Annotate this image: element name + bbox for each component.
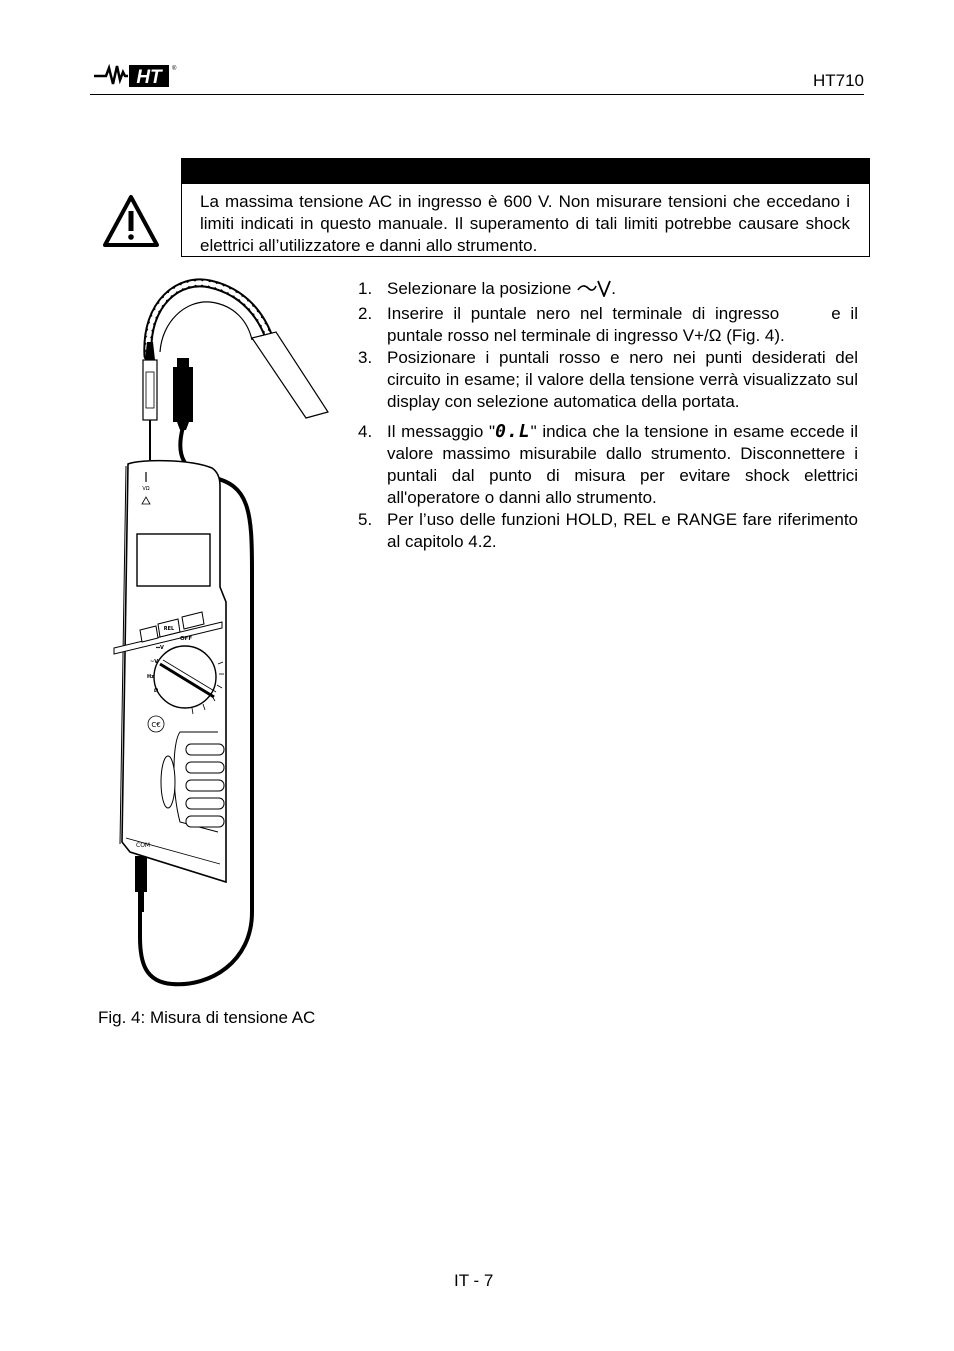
- svg-text:VΩ: VΩ: [142, 486, 150, 492]
- figure-caption: Fig. 4: Misura di tensione AC: [98, 1008, 316, 1027]
- svg-text:⎓V: ⎓V: [156, 645, 164, 651]
- list-item: 1. Selezionare la posizione .: [352, 278, 858, 303]
- ht-logo: [92, 58, 178, 90]
- list-item: 3. Posizionare i puntali rosso e nero nei punti desiderati del circuito in esame; il valore della tensione verrà visualizzato sul display con selezione automatica della portata.: [358, 348, 858, 411]
- ac-voltage-symbol-icon: [577, 279, 611, 303]
- warning-text: La massima tensione AC in ingresso è 600 V. Non misurare tensioni che eccedano i limiti indicati in questo manuale. Il superamento di tali limiti potrebbe causare shock elettrici all’utilizzatore e danni allo strumento.: [200, 192, 850, 255]
- header-divider: [90, 94, 864, 95]
- meter-illustration: [100, 272, 340, 1000]
- svg-text:COM: COM: [136, 842, 151, 849]
- display-symbol: 0.L: [495, 421, 531, 442]
- brand-text: HT: [136, 67, 162, 88]
- model-name: HT710: [812, 71, 864, 90]
- svg-text:~V: ~V: [150, 659, 159, 665]
- page-number: IT - 7: [454, 1271, 494, 1290]
- warning-title-bar: [181, 158, 870, 184]
- list-item: 5. Per l’uso delle funzioni HOLD, REL e RANGE fare riferimento al capitolo 4.2.: [358, 510, 858, 551]
- list-item: 2. Inserire il puntale nero nel terminale di ingresso e il puntale rosso nel terminale di ingresso V+/Ω (Fig. 4).: [358, 304, 858, 345]
- svg-text:®: ®: [172, 66, 177, 72]
- svg-text:Ω: Ω: [154, 688, 159, 694]
- list-item: 4. Il messaggio "0.L" indica che la tensione in esame eccede il valore massimo misurabile dallo strumento. Disconnettere i puntali dal punto di misura per evitare shock elettrici all'operatore o danni allo strumento.: [358, 421, 858, 507]
- svg-text:C€: C€: [151, 721, 161, 729]
- procedure-steps: [352, 278, 858, 553]
- warning-triangle-icon: [102, 194, 160, 248]
- svg-text:REL: REL: [163, 626, 175, 632]
- svg-text:Hz: Hz: [147, 674, 155, 680]
- svg-text:OFF: OFF: [180, 636, 193, 642]
